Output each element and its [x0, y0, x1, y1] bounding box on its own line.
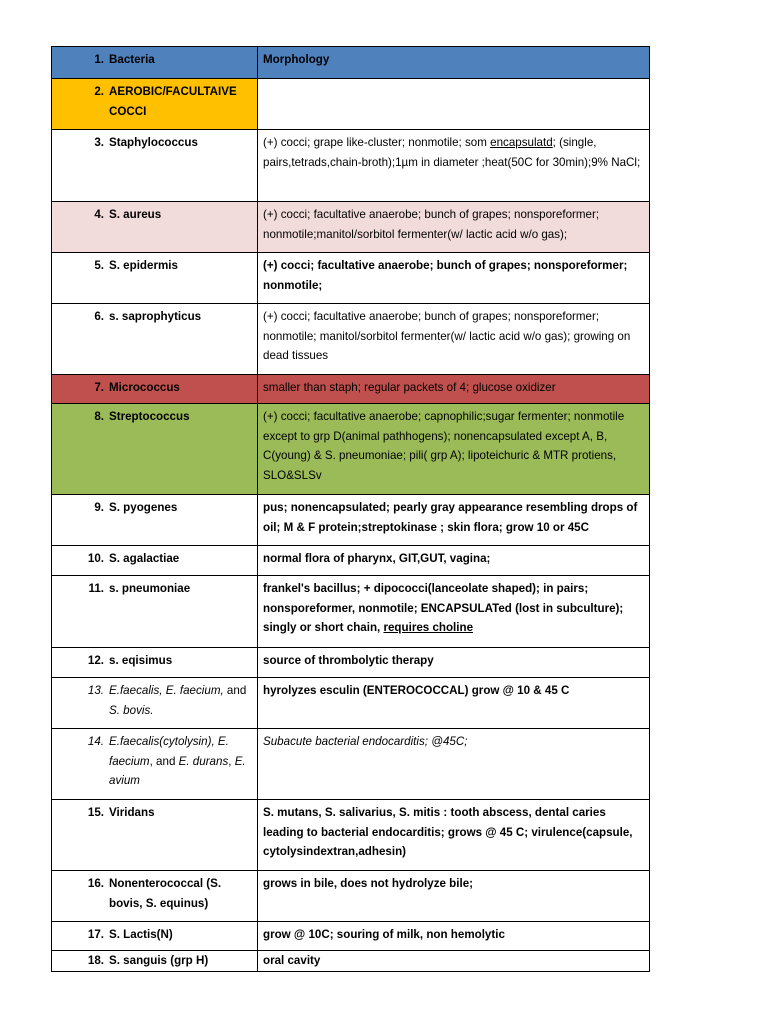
- bacteria-name-part: E. durans: [178, 754, 229, 768]
- bacteria-name-part: , and: [149, 754, 179, 768]
- table-row: [51, 648, 650, 678]
- table-cell-name: [52, 576, 258, 647]
- header-bacteria: Bacteria: [109, 53, 155, 66]
- morphology-cell: S. mutans, S. salivarius, S. mitis : tooth abscess, dental caries leading to bacterial endocarditis; grows @ 45 C; virulence(capsule, cytolysindextran,adhesin): [263, 806, 633, 858]
- row-number: 4.: [94, 208, 104, 221]
- table-cell-name: [52, 678, 258, 728]
- table-cell-name: [52, 951, 258, 971]
- table-row: [51, 678, 650, 729]
- morphology-cell: grows in bile, does not hydrolyze bile;: [263, 877, 474, 890]
- bacteria-name: AEROBIC/FACULTAIVE COCCI: [109, 85, 237, 118]
- row-number: 8.: [94, 410, 104, 423]
- morphology-cell: [258, 576, 649, 647]
- morphology-cell: (+) cocci; facultative anaerobe; bunch of grapes; nonsporeformer; nonmotile;manitol/sorbitol fermenter(w/ lactic acid w/o gas);: [263, 208, 600, 241]
- row-number: 1.: [94, 53, 104, 66]
- row-number: 10.: [87, 552, 104, 565]
- bacteria-name: S. agalactiae: [109, 552, 180, 565]
- bacteria-name: S. Lactis(N): [109, 928, 173, 941]
- table-cell-name: [52, 375, 258, 403]
- morphology-text: (+): [263, 259, 278, 272]
- bacteria-name-part: ,: [228, 754, 235, 768]
- morphology-cell: pus; nonencapsulated; pearly gray appearance resembling drops of oil; M & F protein;streptokinase ; skin flora; grow 10 or 45C: [263, 501, 638, 534]
- bacteria-name: S. sanguis (grp H): [109, 954, 209, 967]
- table-row: [51, 130, 650, 202]
- table-cell-name: [52, 202, 258, 252]
- row-number: 3.: [94, 136, 104, 149]
- morphology-cell: hyrolyzes esculin (ENTEROCOCCAL) grow @ 10 & 45 C: [263, 684, 570, 697]
- row-number: 9.: [94, 501, 104, 514]
- morphology-cell: [258, 79, 649, 129]
- bacteria-name: s. eqisimus: [109, 654, 173, 667]
- morphology-text: cocci; facultative anaerobe; bunch of grapes; nonsporeformer; nonmotile;: [263, 259, 628, 292]
- morphology-cell: [258, 130, 649, 201]
- table-cell-name: [52, 871, 258, 921]
- table-cell-name: [52, 304, 258, 374]
- table-row: [51, 202, 650, 253]
- table-row: [51, 79, 650, 130]
- morphology-cell: [258, 253, 649, 303]
- bacteria-name: [109, 732, 252, 799]
- bacteria-name: [109, 681, 252, 728]
- morphology-text: frankel's bacillus; + dipococci(lanceolate shaped); in pairs; nonsporeformer, nonmotile; ENCAPSULATed (lost in subculture); singly or short chain,: [263, 582, 624, 634]
- morphology-cell: Subacute bacterial endocarditis; @45C;: [263, 735, 468, 748]
- row-number: 16.: [87, 877, 104, 890]
- table-cell-name: [52, 546, 258, 575]
- row-number: 2.: [94, 85, 104, 98]
- bacteria-name-part: S. bovis.: [109, 703, 154, 717]
- bacteria-name-part: E.faecalis(cytolysin), E. faecium: [109, 735, 229, 768]
- morphology-cell: grow @ 10C; souring of milk, non hemolytic: [263, 928, 505, 941]
- table-cell-name: [52, 253, 258, 303]
- table-row: [51, 253, 650, 304]
- table-cell-name: [52, 922, 258, 950]
- table-cell-name: [52, 648, 258, 677]
- bacteria-name-part: E. avium: [109, 754, 246, 787]
- bacteria-name-part: E.faecalis, E. faecium,: [109, 684, 224, 697]
- table-row: [51, 546, 650, 576]
- morphology-cell: oral cavity: [263, 954, 321, 967]
- header-morphology: Morphology: [263, 53, 330, 66]
- bacteria-name: Nonenterococcal (S. bovis, S. equinus): [109, 877, 222, 910]
- morphology-cell: normal flora of pharynx, GIT,GUT, vagina;: [263, 552, 491, 565]
- bacteria-name: S. epidermis: [109, 259, 178, 272]
- table-header-row: [51, 47, 650, 79]
- table-cell-name: [52, 47, 258, 78]
- table-cell-name: [52, 79, 258, 129]
- table-row: [51, 800, 650, 871]
- table-row: [51, 871, 650, 922]
- row-number: 6.: [94, 310, 104, 323]
- row-number: 13.: [87, 684, 104, 697]
- table-row: [51, 495, 650, 546]
- bacteria-name: s. pneumoniae: [109, 582, 191, 595]
- row-number: 15.: [87, 806, 104, 819]
- table-row: [51, 304, 650, 375]
- bacteria-table: [51, 46, 650, 972]
- bacteria-name: s. saprophyticus: [109, 310, 202, 323]
- table-row: [51, 375, 650, 404]
- morphology-cell: source of thrombolytic therapy: [263, 654, 434, 667]
- table-cell-name: [52, 495, 258, 545]
- table-cell-name: [52, 800, 258, 870]
- bacteria-name-part: and: [223, 684, 247, 697]
- bacteria-name: Staphylococcus: [109, 136, 198, 149]
- morphology-cell: (+) cocci; facultative anaerobe; bunch of grapes; nonsporeformer; nonmotile; manitol/sorbitol fermenter(w/ lactic acid w/o gas); growing on dead tissues: [263, 310, 631, 362]
- table-row: [51, 404, 650, 495]
- morphology-cell: smaller than staph; regular packets of 4; glucose oxidizer: [263, 381, 556, 394]
- bacteria-name: Micrococcus: [109, 381, 180, 394]
- table-row: [51, 729, 650, 800]
- bacteria-name: Streptococcus: [109, 410, 190, 423]
- row-number: 14.: [87, 735, 104, 748]
- row-number: 17.: [87, 928, 104, 941]
- table-row: [51, 576, 650, 648]
- bacteria-name: S. pyogenes: [109, 501, 178, 514]
- morphology-cell: (+) cocci; facultative anaerobe; capnophilic;sugar fermenter; nonmotile except to grp D(animal pathhogens); nonencapsulated except A, B, C(young) & S. pneumoniae; pili( grp A); lipoteichuric & MTR protiens, SLO&SLSv: [263, 410, 625, 482]
- table-row: [51, 951, 650, 972]
- bacteria-name: Viridans: [109, 806, 155, 819]
- row-number: 12.: [87, 654, 104, 667]
- row-number: 5.: [94, 259, 104, 272]
- morphology-text: ; (single, pairs,tetrads,chain-broth);1µm in diameter ;heat(50C for 30min);9% NaCl;: [263, 136, 641, 169]
- table-cell-name: [52, 130, 258, 201]
- table-row: [51, 922, 650, 951]
- morphology-underlined: requires choline: [383, 621, 474, 634]
- table-cell-name: [52, 729, 258, 799]
- morphology-text: (+) cocci; grape like-cluster; nonmotile; som: [263, 136, 491, 149]
- row-number: 18.: [87, 954, 104, 967]
- row-number: 7.: [94, 381, 104, 394]
- bacteria-name: S. aureus: [109, 208, 162, 221]
- row-number: 11.: [88, 582, 104, 595]
- morphology-underlined: encapsulatd: [490, 136, 553, 149]
- table-cell-name: [52, 404, 258, 494]
